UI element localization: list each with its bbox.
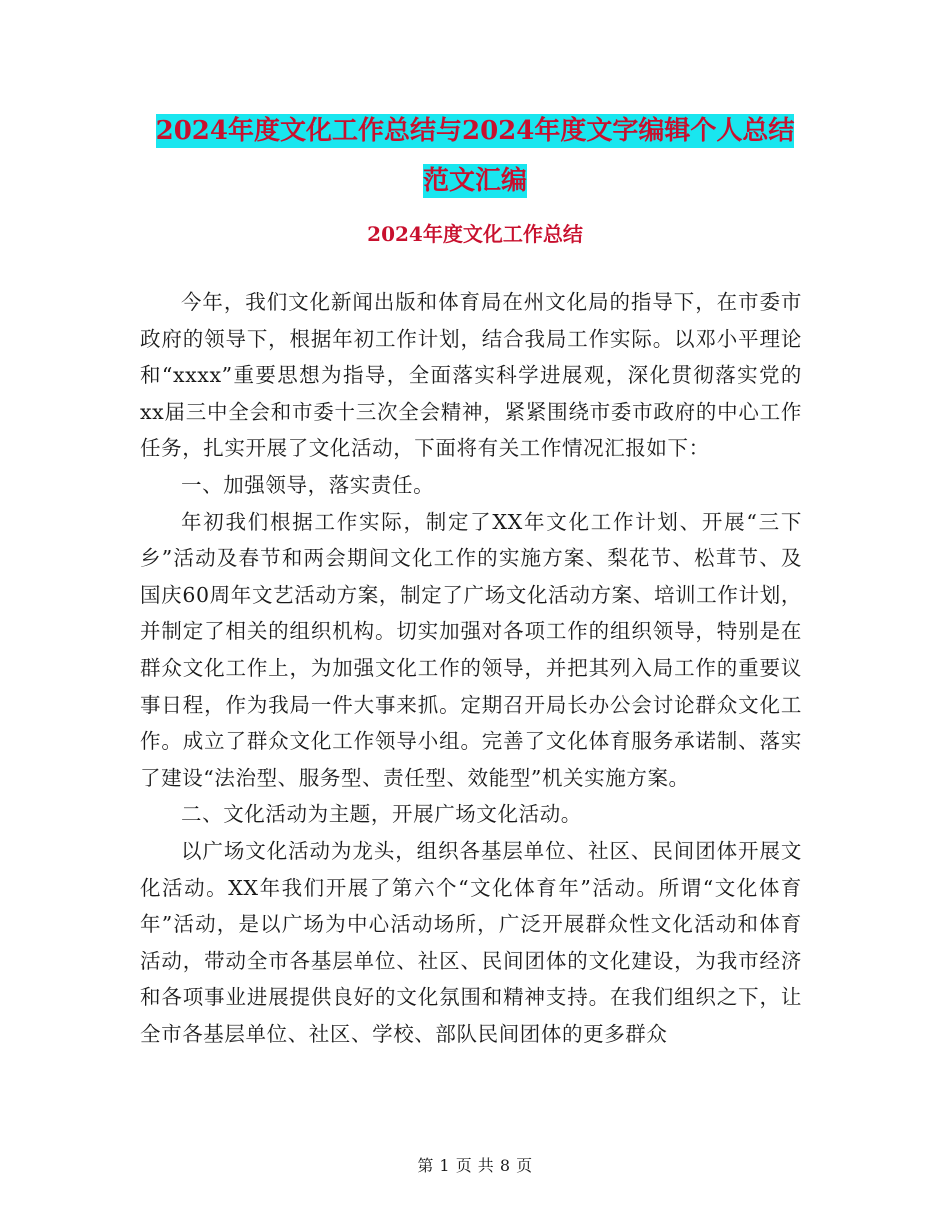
- paragraph-intro: 今年，我们文化新闻出版和体育局在州文化局的指导下，在市委市政府的领导下，根据年初工作计划，结合我局工作实际。以邓小平理论和“xxxx”重要思想为指导，全面落实科学进展观，深化贯彻落实党的xx届三中全会和市委十三次全会精神，紧紧围绕市委市政府的中心工作任务，扎实开展了文化活动，下面将有关工作情况汇报如下：: [140, 290, 802, 461]
- heading-one: 一、加强领导，落实责任。: [181, 472, 435, 497]
- heading-two: 二、文化活动为主题，开展广场文化活动。: [181, 802, 582, 827]
- page-footer: 第 1 页 共 8 页: [417, 1156, 533, 1175]
- paragraph-two: 以广场文化活动为龙头，组织各基层单位、社区、民间团体开展文化活动。XX年我们开展了第六个“文化体育年”活动。所谓“文化体育年”活动，是以广场为中心活动场所，广泛开展群众性文化活动和体育活动，带动全市各基层单位、社区、民间团体的文化建设，为我市经济和各项事业进展提供良好的文化氛围和精神支持。在我们组织之下，让全市各基层单位、社区、学校、部队民间团体的更多群众: [140, 838, 802, 1046]
- title-line-2: 范文汇编: [422, 166, 527, 196]
- document-body: [140, 284, 802, 1052]
- section-title: 2024年度文化工作总结: [367, 222, 583, 246]
- document-title: [0, 106, 950, 206]
- paragraph-one: 年初我们根据工作实际，制定了XX年文化工作计划、开展“三下乡”活动及春节和两会期间文化工作的实施方案、梨花节、松茸节、及国庆60周年文艺活动方案，制定了广场文化活动方案、培训工作计划，并制定了相关的组织机构。切实加强对各项工作的组织领导，特别是在群众文化工作上，为加强文化工作的领导，并把其列入局工作的重要议事日程，作为我局一件大事来抓。定期召开局长办公会讨论群众文化工作。成立了群众文化工作领导小组。完善了文化体育服务承诺制、落实了建设“法治型、服务型、责任型、效能型”机关实施方案。: [140, 509, 802, 790]
- title-line-1: 2024年度文化工作总结与2024年度文字编辑个人总结: [155, 116, 795, 146]
